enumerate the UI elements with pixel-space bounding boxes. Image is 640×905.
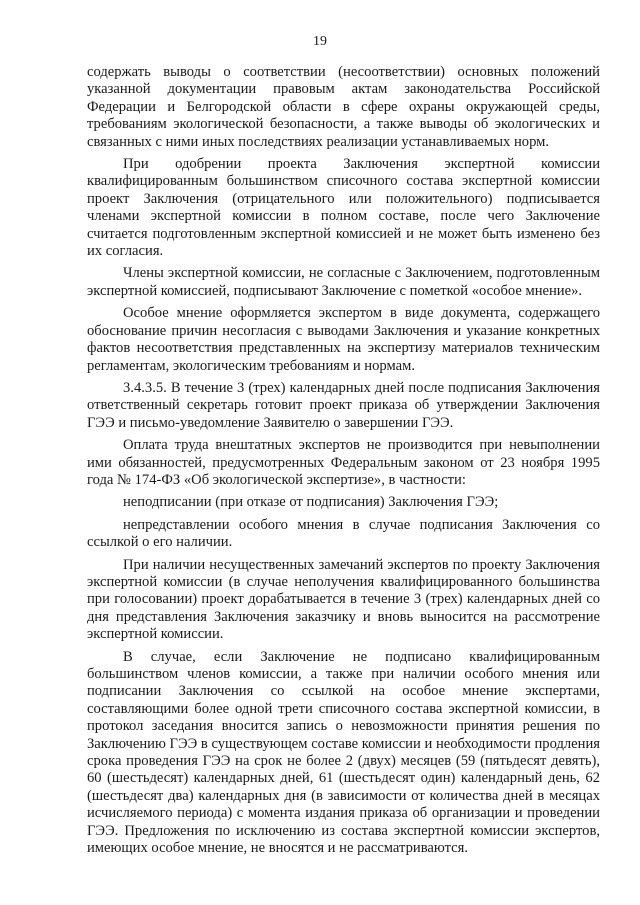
paragraph-dissenting-members: Члены экспертной комиссии, не согласные с Заключением, подготовленным экспертной комиссией, подписывают Заключение с пометкой «особое мнение».	[87, 265, 600, 299]
document-body	[87, 64, 600, 862]
list-item-non-signing: неподписании (при отказе от подписания) Заключения ГЭЭ;	[123, 494, 499, 511]
paragraph-minor-remarks: При наличии несущественных замечаний экспертов по проекту Заключения экспертной комиссии (в случае неполучения квалифицированного большинства при голосовании) проект дорабатывается в течение 3 (трех) календарных дней со дня представления Заключения заказчику и вновь выносится на рассмотрение экспертной комиссии.	[87, 556, 600, 643]
paragraph-extension: В случае, если Заключение не подписано квалифицированным большинством членов комиссии, а также при наличии особого мнения или подписании Заключения со ссылкой на особое мнение экспертами, составляющими более одной трети списочного состава экспертной комиссии, в протокол заседания вносится запись о невозможности принятия решения по Заключению ГЭЭ в существующем составе комиссии и необходимости продления срока проведения ГЭЭ на срок не более 2 (двух) месяцев (59 (пятьдесят девять), 60 (шестьдесят) календарных дней, 61 (шестьдесят один) календарный день, 62 (шестьдесят два) календарных дня (в зависимости от количества дней в месяцах исчисляемого периода) с момента издания приказа об организации и проведении ГЭЭ. Предложения по исключению из состава экспертной комиссии экспертов, имеющих особое мнение, не вносятся и не рассматриваются.	[87, 648, 600, 857]
paragraph-conclusion-contents: содержать выводы о соответствии (несоответствии) основных положений указанной документации правовым актам законодательства Российской Федерации и Белгородской области в сфере охраны окружающей среды, требованиям экологической безопасности, а также выводы об экологических и связанных с ними иных последствиях реализации устанавливаемых норм.	[87, 64, 600, 150]
page-number: 19	[313, 34, 327, 49]
paragraph-payment: Оплата труда внештатных экспертов не производится при невыполнении ими обязанностей, предусмотренных Федеральным законом от 23 ноября 1995 года № 174-ФЗ «Об экологической экспертизе», в частности:	[87, 437, 600, 488]
paragraph-clause-3-4-3-5: 3.4.3.5. В течение 3 (трех) календарных дней после подписания Заключения ответственный секретарь готовит проект приказа об утверждении Заключения ГЭЭ и письмо-уведомление Заявителю о завершении ГЭЭ.	[87, 379, 600, 431]
list-item-no-opinion: непредставлении особого мнения в случае подписания Заключения со ссылкой о его наличии.	[87, 516, 600, 551]
paragraph-approval: При одобрении проекта Заключения экспертной комиссии квалифицированным большинством списочного состава экспертной комиссии проект Заключения (отрицательного или положительного) подписывается членами экспертной комиссии в полном составе, после чего Заключение считается подготовленным экспертной комиссией и не может быть изменено без их согласия.	[87, 156, 600, 260]
paragraph-special-opinion: Особое мнение оформляется экспертом в виде документа, содержащего обоснование причин несогласия с выводами Заключения и указание конкретных фактов несоответствия представленных на экспертизу материалов техническим регламентам, экологическим требованиям и нормам.	[87, 305, 600, 374]
